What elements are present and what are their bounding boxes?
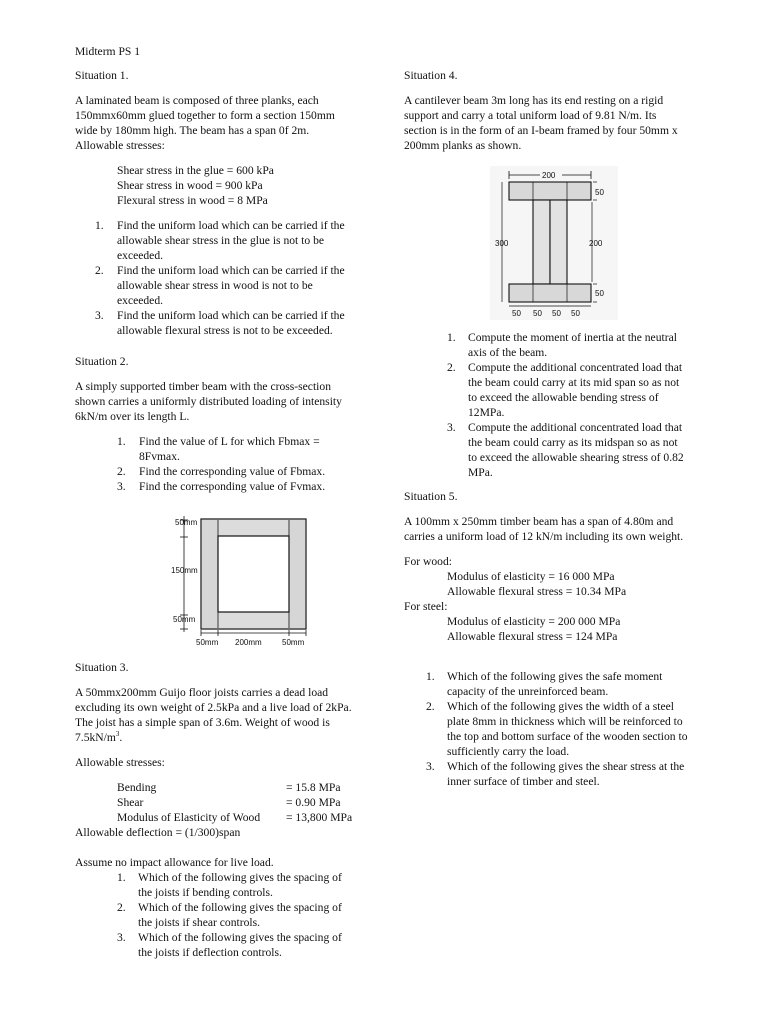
- item-line: exceeded.: [117, 249, 164, 262]
- situation-5-heading: Situation 5.: [404, 490, 458, 503]
- allowable-heading: Allowable stresses:: [75, 756, 165, 769]
- list-item: [75, 930, 380, 960]
- text-line: Allowable stresses:: [75, 139, 165, 152]
- text-line: The joist has a simple span of 3.6m. Weight of wood is: [75, 716, 330, 729]
- list-item: [75, 464, 375, 479]
- situation-3-heading: Situation 3.: [75, 661, 129, 674]
- assume-line: Assume no impact allowance for live load.: [75, 856, 274, 869]
- situation-4-questions: [404, 330, 724, 480]
- dim-right-label: 200: [589, 239, 603, 248]
- wood-prop: Modulus of elasticity = 16 000 MPa: [447, 570, 615, 583]
- item-line: the joists if bending controls.: [138, 886, 273, 899]
- item-number: 3.: [117, 931, 126, 944]
- list-item: [404, 759, 724, 789]
- box-section-figure: [165, 508, 315, 650]
- text-line: wide by 180mm high. The beam has a span 0f 2m.: [75, 124, 310, 137]
- item-line: Which of the following gives the shear stress at the: [447, 760, 685, 773]
- situation-3-text: [75, 685, 380, 745]
- item-number: 1.: [95, 219, 104, 232]
- row-value: = 15.8 MPa: [286, 781, 341, 794]
- item-line: Find the uniform load which can be carried if the: [117, 219, 345, 232]
- dim-flange-top-label: 50: [595, 188, 604, 197]
- item-line: allowable flexural stress is not to be exceeded.: [117, 324, 333, 337]
- list-item: [75, 218, 375, 263]
- dim-w1-label: 50mm: [196, 638, 219, 647]
- text-line: section is in the form of an I-beam framed by four 50mm x: [404, 124, 678, 137]
- text-line: A 50mmx200mm Guijo floor joists carries a dead load: [75, 686, 329, 699]
- situation-5-questions: [404, 669, 724, 789]
- item-line: Which of the following gives the width of a steel: [447, 700, 674, 713]
- item-line: Compute the additional concentrated load that: [468, 361, 683, 374]
- item-number: 3.: [117, 480, 126, 493]
- situation-3: [75, 660, 380, 960]
- text-line: [75, 730, 380, 745]
- item-number: 2.: [447, 361, 456, 374]
- situation-1-text: [75, 93, 375, 153]
- stress-line: Flexural stress in wood = 8 MPa: [117, 194, 268, 207]
- item-line: Which of the following gives the spacing of: [138, 871, 342, 884]
- list-item: [75, 870, 380, 900]
- item-line: to exceed the allowable bending stress of: [468, 391, 659, 404]
- list-item: [75, 308, 375, 338]
- situation-2-text: [75, 379, 375, 424]
- item-line: to exceed the allowable shearing stress of 0.82: [468, 451, 684, 464]
- text-line: excluding its own weight of 2.5kPa and a live load of 2kPa.: [75, 701, 352, 714]
- dim-b3-label: 50: [552, 309, 561, 318]
- table-row: [75, 795, 380, 810]
- item-number: 3.: [426, 760, 435, 773]
- situation-1: [75, 68, 375, 338]
- item-number: 3.: [447, 421, 456, 434]
- item-line: the joists if deflection controls.: [138, 946, 282, 959]
- item-line: inner surface of timber and steel.: [447, 775, 600, 788]
- item-line: Which of the following gives the spacing of: [138, 901, 342, 914]
- situation-3-questions: [75, 870, 380, 960]
- item-number: 1.: [117, 871, 126, 884]
- steel-prop: Allowable flexural stress = 124 MPa: [447, 630, 618, 643]
- text-line: A 100mm x 250mm timber beam has a span of 4.80m and: [404, 515, 674, 528]
- list-item: [404, 699, 724, 759]
- item-line: sufficiently carry the load.: [447, 745, 570, 758]
- row-value: = 0.90 MPa: [286, 796, 341, 809]
- item-line: axis of the beam.: [468, 346, 548, 359]
- situation-1-stresses: [75, 163, 375, 208]
- row-label: Shear: [117, 796, 144, 809]
- item-line: the joists if shear controls.: [138, 916, 261, 929]
- item-line: Find the uniform load which can be carried if the: [117, 264, 345, 277]
- item-line: Compute the moment of inertia at the neutral: [468, 331, 677, 344]
- item-line: Find the corresponding value of Fvmax.: [139, 480, 326, 493]
- dim-b2-label: 50: [533, 309, 542, 318]
- stress-line: Shear stress in the glue = 600 kPa: [117, 164, 274, 177]
- item-line: Find the value of L for which Fbmax =: [139, 435, 320, 448]
- item-line: plate 8mm in thickness which will be reinforced to: [447, 715, 683, 728]
- item-number: 1.: [426, 670, 435, 683]
- table-row: [75, 810, 380, 825]
- text-line: 150mmx60mm glued together to form a section 150mm: [75, 109, 335, 122]
- situation-1-questions: [75, 218, 375, 338]
- item-line: exceeded.: [117, 294, 164, 307]
- item-number: 2.: [117, 901, 126, 914]
- item-line: the beam could carry as its midspan so as not: [468, 436, 678, 449]
- situation-4: [404, 68, 704, 153]
- text-line: 200mm planks as shown.: [404, 139, 522, 152]
- dim-top-label: 200: [542, 171, 556, 180]
- list-item: [75, 479, 375, 494]
- dim-left-label: 300: [495, 239, 509, 248]
- row-label: Bending: [117, 781, 157, 794]
- list-item: [404, 420, 724, 480]
- item-line: 8Fvmax.: [139, 450, 180, 463]
- stress-table: [75, 780, 380, 825]
- text-line: carries a uniform load of 12 kN/m including its own weight.: [404, 530, 684, 543]
- dim-b4-label: 50: [571, 309, 580, 318]
- situation-5: [404, 489, 724, 789]
- superscript: 3: [115, 730, 120, 739]
- dim-b1-label: 50: [512, 309, 521, 318]
- dim-w3-label: 50mm: [282, 638, 305, 647]
- item-line: 12MPa.: [468, 406, 505, 419]
- dim-flange-bot-label: 50: [595, 289, 604, 298]
- dim-bot-label: 50mm: [173, 615, 196, 624]
- item-line: Which of the following gives the spacing of: [138, 931, 342, 944]
- item-line: MPa.: [468, 466, 493, 479]
- row-label: Modulus of Elasticity of Wood: [117, 811, 261, 824]
- situation-4-text: [404, 93, 704, 153]
- text-line: A cantilever beam 3m long has its end resting on a rigid: [404, 94, 664, 107]
- text-line: support and carry a total uniform load of 9.81 N/m. Its: [404, 109, 657, 122]
- item-line: Find the uniform load which can be carried if the: [117, 309, 345, 322]
- situation-4-heading: Situation 4.: [404, 69, 458, 82]
- situation-2-heading: Situation 2.: [75, 355, 129, 368]
- row-value: = 13,800 MPa: [286, 811, 353, 824]
- list-item: [75, 263, 375, 308]
- list-item: [404, 360, 724, 420]
- item-number: 2.: [117, 465, 126, 478]
- dim-top-label: 50mm: [175, 518, 198, 527]
- item-line: allowable shear stress in the glue is not to be: [117, 234, 325, 247]
- item-line: Find the corresponding value of Fbmax.: [139, 465, 326, 478]
- dim-mid-label: 150mm: [171, 566, 198, 575]
- situation-2-questions: [75, 434, 375, 494]
- list-item: [404, 669, 724, 699]
- page-title: Midterm PS 1: [75, 45, 141, 58]
- i-beam-figure: [490, 166, 618, 320]
- item-number: 1.: [117, 435, 126, 448]
- list-item: [404, 330, 724, 360]
- situation-1-heading: Situation 1.: [75, 69, 129, 82]
- text-line: A laminated beam is composed of three planks, each: [75, 94, 319, 107]
- item-line: Which of the following gives the safe moment: [447, 670, 663, 683]
- item-line: the top and bottom surface of the wooden section to: [447, 730, 688, 743]
- item-line: Compute the additional concentrated load that: [468, 421, 683, 434]
- dim-w2-label: 200mm: [235, 638, 262, 647]
- item-line: the beam could carry at its mid span so as not: [468, 376, 680, 389]
- steel-prop: Modulus of elasticity = 200 000 MPa: [447, 615, 621, 628]
- item-number: 2.: [426, 700, 435, 713]
- text-line-part: .: [119, 731, 123, 744]
- list-item: [75, 900, 380, 930]
- list-item: [75, 434, 375, 464]
- stress-line: Shear stress in wood = 900 kPa: [117, 179, 263, 192]
- situation-2: [75, 354, 375, 494]
- item-number: 3.: [95, 309, 104, 322]
- wood-prop: Allowable flexural stress = 10.34 MPa: [447, 585, 627, 598]
- steel-label: For steel:: [404, 600, 448, 613]
- item-line: capacity of the unreinforced beam.: [447, 685, 609, 698]
- text-line: 6kN/m over its length L.: [75, 410, 190, 423]
- text-line: shown carries a uniformly distributed loading of intensity: [75, 395, 342, 408]
- item-number: 2.: [95, 264, 104, 277]
- item-line: allowable shear stress in wood is not to be: [117, 279, 313, 292]
- text-line-part: 7.5kN/m: [75, 731, 116, 744]
- situation-5-text: [404, 514, 724, 544]
- text-line: A simply supported timber beam with the cross-section: [75, 380, 331, 393]
- deflection-line: Allowable deflection = (1/300)span: [75, 826, 241, 839]
- wood-label: For wood:: [404, 555, 452, 568]
- table-row: [75, 780, 380, 795]
- item-number: 1.: [447, 331, 456, 344]
